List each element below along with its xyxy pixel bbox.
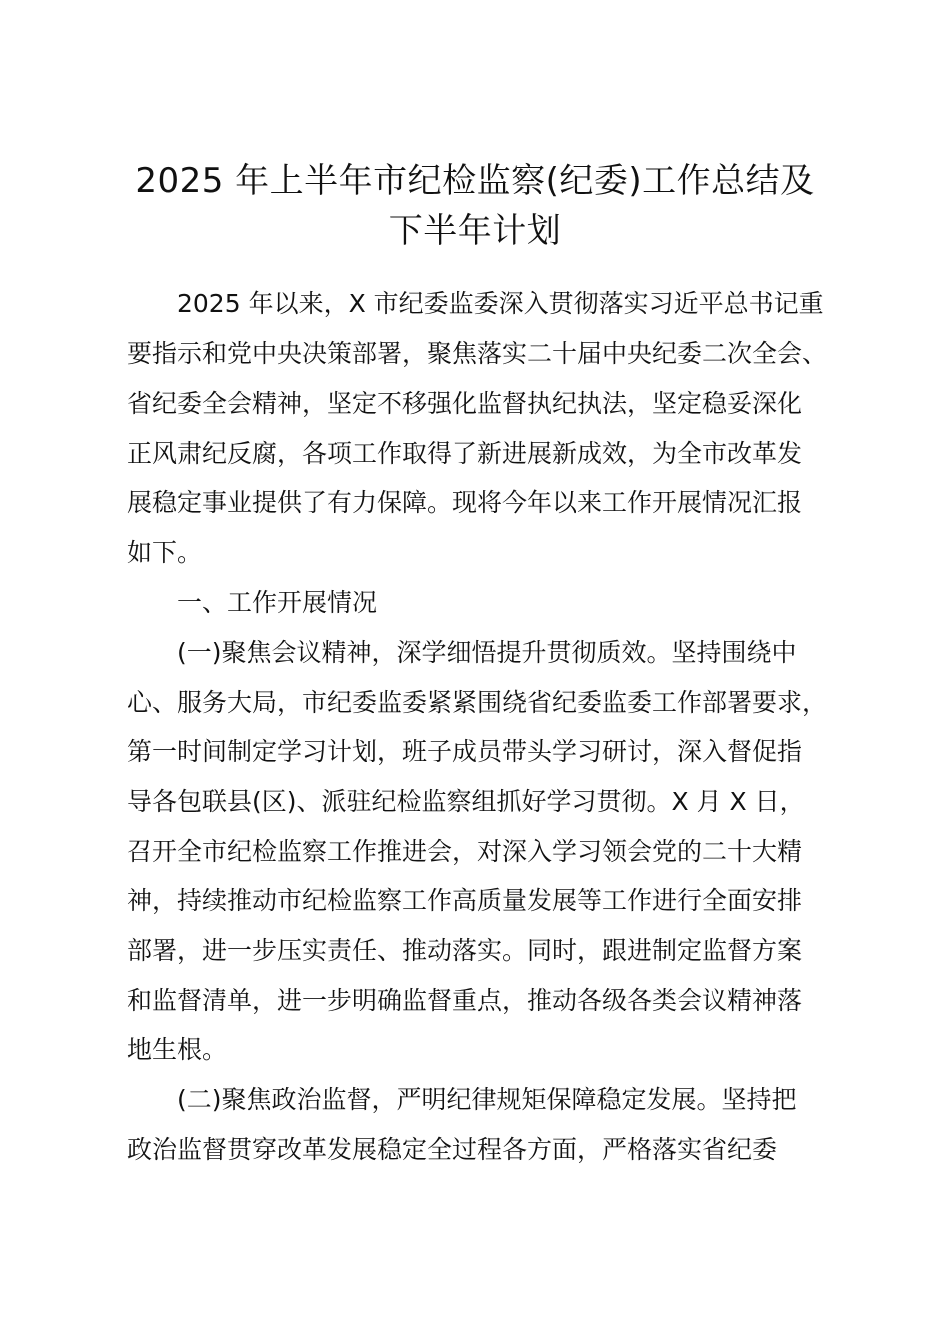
paragraph-2-line-4: 导各包联县(区)、派驻纪检监察组抓好学习贯彻。X 月 X 日，: [127, 787, 805, 816]
paragraph-2-line-9: 地生根。: [127, 1035, 228, 1064]
paragraph-1-line-1: 2025 年以来，X 市纪委监委深入贯彻落实习近平总书记重: [177, 289, 824, 318]
paragraph-1-line-4: 正风肃纪反腐，各项工作取得了新进展新成效，为全市改革发: [127, 439, 803, 468]
paragraph-2-line-2: 心、服务大局，市纪委监委紧紧围绕省纪委监委工作部署要求，: [127, 688, 828, 717]
paragraph-1-line-3: 省纪委全会精神，坚定不移强化监督执纪执法，坚定稳妥深化: [127, 389, 803, 418]
paragraph-3-line-1: (二)聚焦政治监督，严明纪律规矩保障稳定发展。坚持把: [177, 1085, 797, 1114]
document-title-line-1: 2025 年上半年市纪检监察(纪委)工作总结及: [135, 161, 815, 201]
paragraph-2-line-5: 召开全市纪检监察工作推进会，对深入学习领会党的二十大精: [127, 837, 803, 866]
paragraph-1-line-2: 要指示和党中央决策部署，聚焦落实二十届中央纪委二次全会、: [127, 339, 828, 368]
paragraph-3-line-2: 政治监督贯穿改革发展稳定全过程各方面，严格落实省纪委: [127, 1135, 778, 1164]
paragraph-2-line-8: 和监督清单，进一步明确监督重点，推动各级各类会议精神落: [127, 986, 803, 1015]
paragraph-2-line-3: 第一时间制定学习计划，班子成员带头学习研讨，深入督促指: [127, 737, 803, 766]
section-heading: 一、工作开展情况: [177, 588, 378, 617]
paragraph-2-line-1: (一)聚焦会议精神，深学细悟提升贯彻质效。坚持围绕中: [177, 638, 797, 667]
paragraph-1-line-5: 展稳定事业提供了有力保障。现将今年以来工作开展情况汇报: [127, 488, 803, 517]
paragraph-2-line-7: 部署，进一步压实责任、推动落实。同时，跟进制定监督方案: [127, 936, 803, 965]
paragraph-2-line-6: 神，持续推动市纪检监察工作高质量发展等工作进行全面安排: [127, 886, 803, 915]
document-title-line-2: 下半年计划: [388, 211, 562, 251]
paragraph-1-line-6: 如下。: [127, 538, 203, 567]
